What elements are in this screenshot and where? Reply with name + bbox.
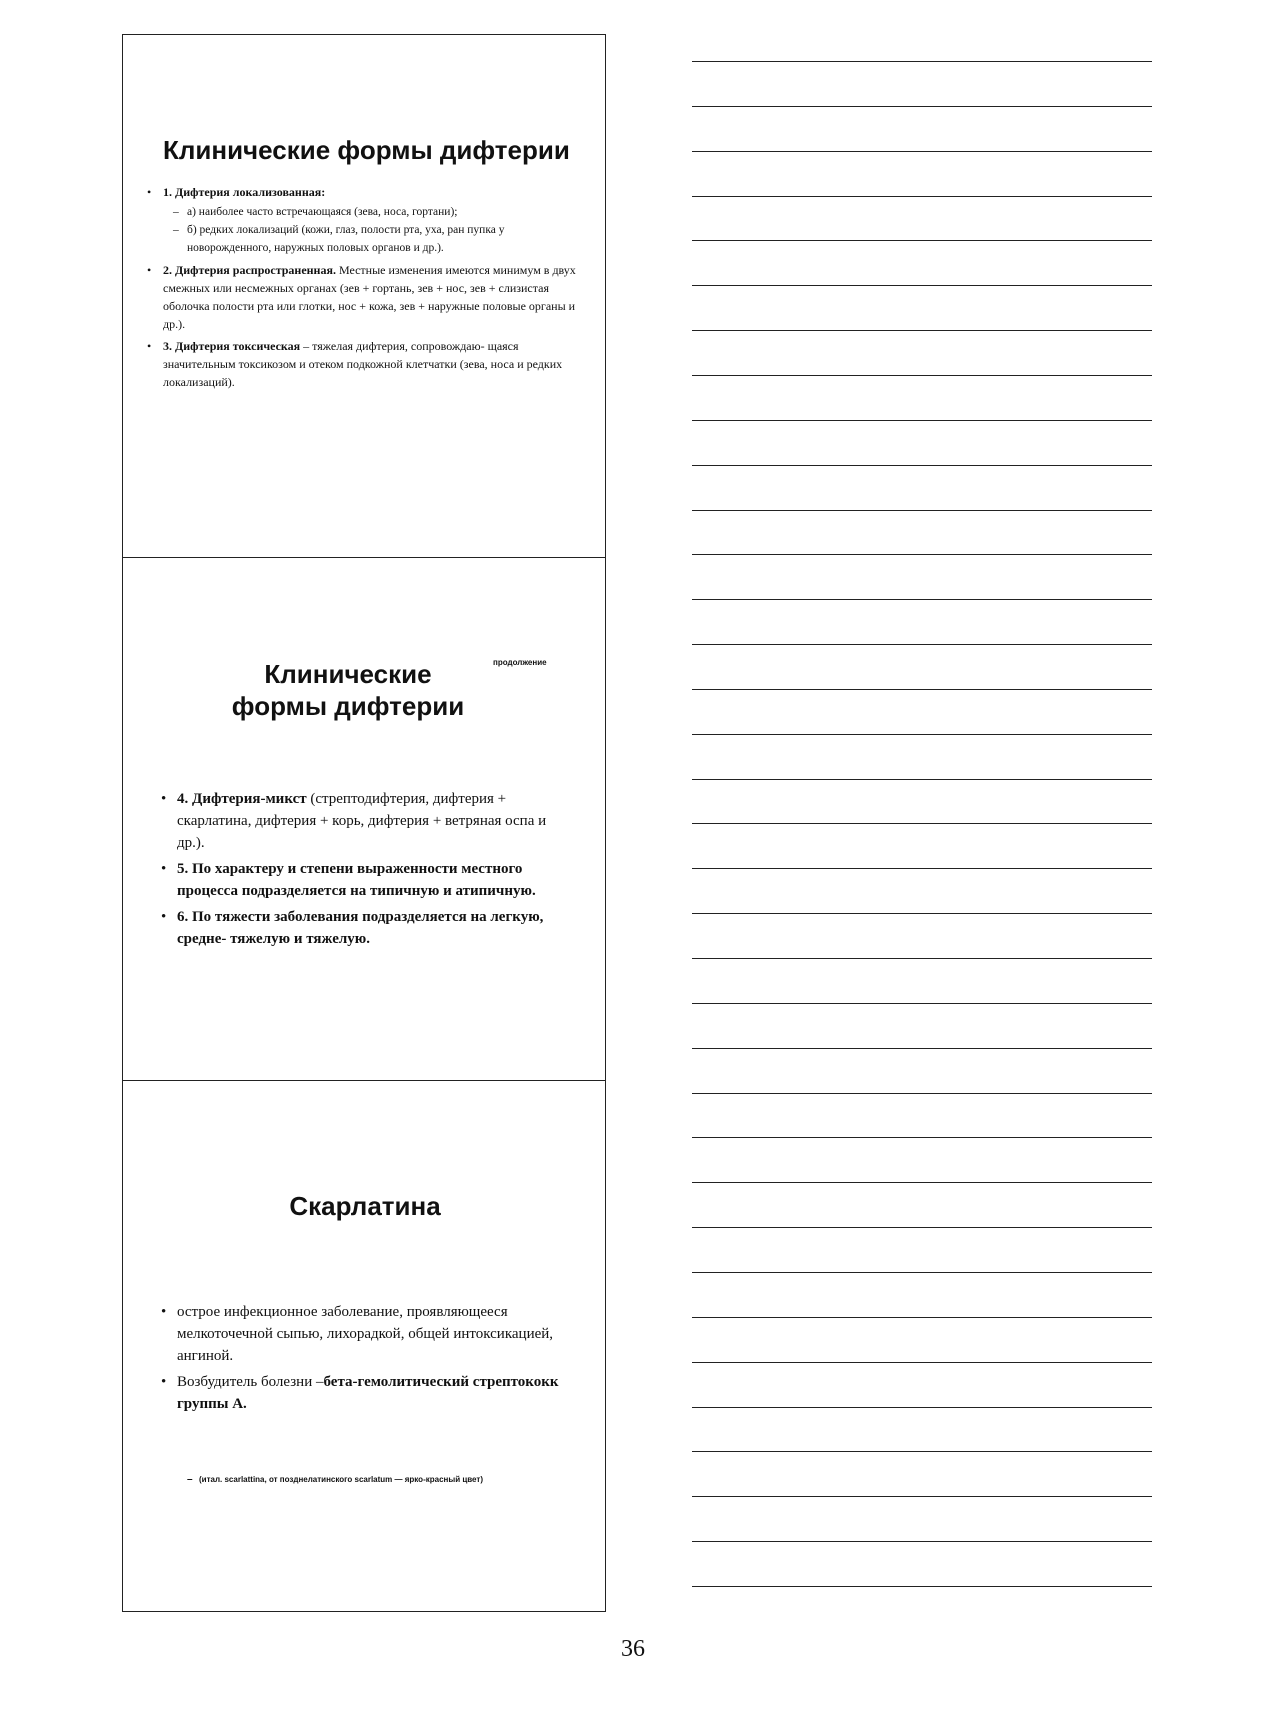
- list-item: [147, 261, 587, 333]
- slide-1: [123, 35, 605, 557]
- note-line: [692, 913, 1152, 914]
- note-line: [692, 779, 1152, 780]
- item-highlight: бета-гемолитический стрептококк группы А.: [177, 1374, 559, 1412]
- note-line: [692, 420, 1152, 421]
- note-line: [692, 823, 1152, 824]
- sub-item: – а) наиболее часто встречающаяся (зева, носа, гортани);: [173, 203, 587, 221]
- note-line: [692, 689, 1152, 690]
- item-heading: 3. Дифтерия токсическая: [163, 339, 301, 353]
- note-line: [692, 1048, 1152, 1049]
- item-text: (стрептодифтерия, дифтерия + скарлатина, дифтерия + корь, дифтерия + ветряная оспа и др.).: [177, 791, 547, 851]
- note-line: [692, 330, 1152, 331]
- note-line: [692, 734, 1152, 735]
- note-line: [692, 1003, 1152, 1004]
- list-item: [161, 906, 571, 950]
- note-line: [692, 1407, 1152, 1408]
- sub-list: [173, 203, 587, 257]
- note-line: [692, 240, 1152, 241]
- note-line: [692, 61, 1152, 62]
- bullet-list: [161, 788, 571, 954]
- item-heading: 4. Дифтерия-микст: [177, 791, 307, 807]
- slide-title: Клинические формы дифтерии: [231, 659, 465, 721]
- etymology-footnote: – (итал. scarlattina, от позднелатинского scarlatum — ярко-красный цвет): [187, 1474, 589, 1486]
- list-item: [147, 183, 587, 257]
- note-line: [692, 151, 1152, 152]
- list-item: [161, 858, 571, 902]
- note-line: [692, 1137, 1152, 1138]
- slide-2: [123, 557, 605, 1080]
- note-line: [692, 1317, 1152, 1318]
- item-text: – тяжелая дифтерия, сопровождаю- щаяся значительным токсикозом и отеком подкожной клетчатки (зева, носа и редких локализаций).: [163, 339, 563, 389]
- note-line: [692, 868, 1152, 869]
- note-line: [692, 1093, 1152, 1094]
- note-line: [692, 510, 1152, 511]
- note-line: [692, 1451, 1152, 1452]
- list-item: [161, 788, 571, 854]
- item-heading: 1. Дифтерия локализованная:: [163, 185, 326, 199]
- note-line: [692, 465, 1152, 466]
- list-item: [147, 337, 587, 391]
- note-line: [692, 1586, 1152, 1587]
- item-text: 5. По характеру и степени выраженности местного процесса подразделяется на типичную и атипичную.: [177, 861, 536, 899]
- note-line: [692, 554, 1152, 555]
- bullet-list: [147, 183, 587, 395]
- slide-title: Клинические формы дифтерии: [163, 135, 570, 165]
- item-heading: 2. Дифтерия распространенная.: [163, 263, 336, 277]
- item-text: 6. По тяжести заболевания подразделяется на легкую, средне- тяжелую и тяжелую.: [177, 909, 544, 947]
- note-line: [692, 196, 1152, 197]
- page-number: 36: [621, 1636, 645, 1662]
- bullet-list: [161, 1301, 581, 1419]
- note-line: [692, 599, 1152, 600]
- item-text: Местные изменения имеются минимум в двух смежных или несмежных органах (зев + гортань, зев + нос, зев + слизистая оболочка полости рта или глотки, нос + кожа, зев + наружные половые органы и др.).: [163, 263, 576, 331]
- slide-3: [123, 1080, 605, 1613]
- notes-lines-area: [692, 0, 1152, 1650]
- note-line: [692, 1227, 1152, 1228]
- note-line: [692, 375, 1152, 376]
- note-line: [692, 1541, 1152, 1542]
- slides-column: [122, 34, 606, 1612]
- note-line: [692, 1362, 1152, 1363]
- sub-item: – б) редких локализаций (кожи, глаз, полости рта, уха, ран пупка у новорожденного, наружных половых органов и др.).: [173, 221, 587, 257]
- note-line: [692, 644, 1152, 645]
- note-line: [692, 106, 1152, 107]
- note-line: [692, 1272, 1152, 1273]
- note-line: [692, 1496, 1152, 1497]
- list-item: • острое инфекционное заболевание, проявляющееся мелкоточечной сыпью, лихорадкой, общей интоксикацией, ангиной.: [161, 1301, 581, 1367]
- item-text: Возбудитель болезни –: [177, 1374, 324, 1390]
- note-line: [692, 958, 1152, 959]
- list-item: [161, 1371, 581, 1415]
- slide-title: Скарлатина: [289, 1191, 441, 1221]
- note-line: [692, 285, 1152, 286]
- continuation-note: продолжение: [493, 658, 547, 667]
- note-line: [692, 1182, 1152, 1183]
